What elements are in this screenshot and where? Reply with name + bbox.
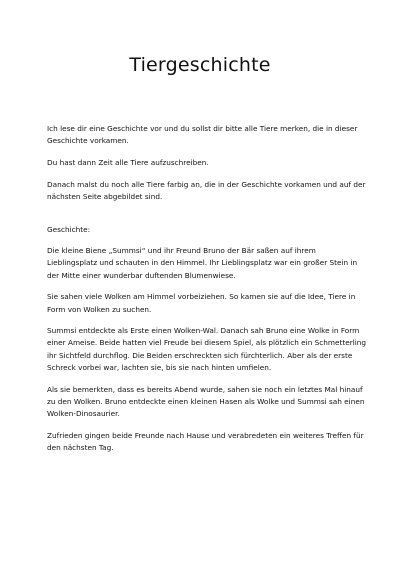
story-paragraph-5: Zufrieden gingen beide Freunde nach Hause und verabredeten ein weiteres Treffen für den nächsten Tag.: [47, 430, 364, 452]
story-paragraph-1: Die kleine Biene „Summsi“ und ihr Freund Bruno der Bär saßen auf ihrem Lieblingsplatz und schauten in den Himmel. Ihr Lieblingsplatz war ein großer Stein in der Mitte einer wunderbar duftenden Blumenwiese.: [47, 246, 358, 280]
section-spacer: [47, 203, 367, 224]
story-paragraph-4: Als sie bemerkten, dass es bereits Abend wurde, sahen sie noch ein letztes Mal hinauf zu den Wolken. Bruno entdeckte einen kleinen Hasen als Wolke und Summsi sah einen Wolken-Dinosaurier.: [47, 384, 365, 418]
document-body: [47, 123, 367, 454]
intro-paragraph-2: Du hast dann Zeit alle Tiere aufzuschreiben.: [47, 157, 209, 167]
story-paragraph-3: Summsi entdeckte als Erste einen Wolken-Wal. Danach sah Bruno eine Wolke in Form einer Ameise. Beide hatten viel Freude bei diesem Spiel, als plötzlich ein Schmetterling ihr Sichtfeld durchflog. Die Beiden erschreckten sich fürchterlich. Aber als der erste Schreck vorbei war, lachten sie, bis sie nach hinten umfielen.: [47, 326, 367, 372]
page-title: Tiergeschichte: [129, 54, 271, 76]
intro-paragraph-1: Ich lese dir eine Geschichte vor und du sollst dir bitte alle Tiere merken, die in dieser Geschichte vorkamen.: [47, 124, 358, 146]
story-label: Geschichte:: [47, 225, 91, 235]
intro-paragraph-3: Danach malst du noch alle Tiere farbig an, die in der Geschichte vorkamen und auf der nächsten Seite abgebildet sind.: [47, 179, 366, 201]
story-paragraph-2: Sie sahen viele Wolken am Himmel vorbeiziehen. So kamen sie auf die Idee, Tiere in Form von Wolken zu suchen.: [47, 292, 356, 314]
